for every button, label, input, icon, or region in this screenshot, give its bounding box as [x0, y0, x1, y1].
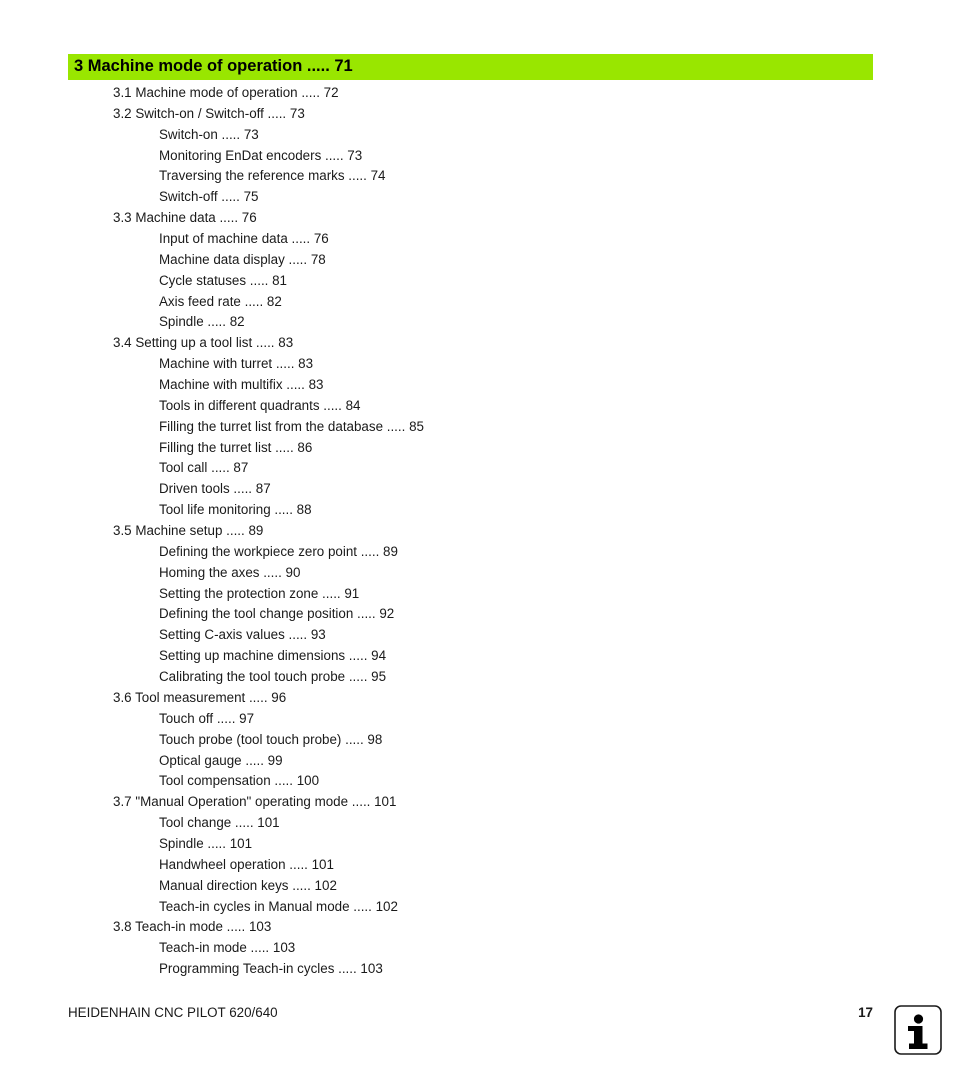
- toc-section-entry[interactable]: 3.5 Machine setup ..... 89: [113, 523, 264, 539]
- toc-subsection-entry[interactable]: Monitoring EnDat encoders ..... 73: [159, 147, 363, 163]
- toc-section-entry[interactable]: 3.8 Teach-in mode ..... 103: [113, 919, 272, 935]
- toc-subsection-entry[interactable]: Machine with turret ..... 83: [159, 356, 314, 372]
- toc-subsection-entry[interactable]: Handwheel operation ..... 101: [159, 856, 334, 872]
- toc-subsection-entry[interactable]: Defining the workpiece zero point ..... 89: [159, 543, 398, 559]
- toc-subsection-entry[interactable]: Machine data display ..... 78: [159, 251, 326, 267]
- toc-subsection-entry[interactable]: Programming Teach-in cycles ..... 103: [159, 961, 383, 977]
- toc-subsection-entry[interactable]: Spindle ..... 82: [159, 314, 245, 330]
- toc-subsection-entry[interactable]: Filling the turret list ..... 86: [159, 439, 313, 455]
- toc-subsection-entry[interactable]: Setting the protection zone ..... 91: [159, 585, 360, 601]
- toc-subsection-entry[interactable]: Tool call ..... 87: [159, 460, 249, 476]
- chapter-heading-bar[interactable]: [68, 54, 873, 80]
- toc-subsection-entry[interactable]: Axis feed rate ..... 82: [159, 293, 282, 309]
- toc-section-entry[interactable]: 3.2 Switch-on / Switch-off ..... 73: [113, 105, 305, 121]
- toc-subsection-entry[interactable]: Machine with multifix ..... 83: [159, 377, 324, 393]
- chapter-title: 3 Machine mode of operation ..... 71: [74, 57, 353, 75]
- toc-subsection-entry[interactable]: Teach-in mode ..... 103: [159, 940, 296, 956]
- toc-subsection-entry[interactable]: Input of machine data ..... 76: [159, 231, 329, 247]
- toc-subsection-entry[interactable]: Calibrating the tool touch probe ..... 95: [159, 669, 387, 685]
- toc-subsection-entry[interactable]: Tool change ..... 101: [159, 815, 280, 831]
- table-of-contents: [0, 83, 954, 980]
- toc-subsection-entry[interactable]: Cycle statuses ..... 81: [159, 272, 288, 288]
- toc-subsection-entry[interactable]: Optical gauge ..... 99: [159, 752, 283, 768]
- toc-subsection-entry[interactable]: Setting up machine dimensions ..... 94: [159, 648, 387, 664]
- toc-subsection-entry[interactable]: Switch-off ..... 75: [159, 189, 259, 205]
- toc-section-entry[interactable]: 3.7 "Manual Operation" operating mode ..... 101: [113, 794, 397, 810]
- toc-subsection-entry[interactable]: Spindle ..... 101: [159, 835, 253, 851]
- toc-subsection-entry[interactable]: Traversing the reference marks ..... 74: [159, 168, 386, 184]
- toc-subsection-entry[interactable]: Tool life monitoring ..... 88: [159, 502, 312, 518]
- toc-subsection-entry[interactable]: Tools in different quadrants ..... 84: [159, 397, 361, 413]
- toc-subsection-entry[interactable]: Filling the turret list from the database ..... 85: [159, 418, 424, 434]
- info-icon: [894, 1005, 942, 1055]
- toc-subsection-entry[interactable]: Homing the axes ..... 90: [159, 564, 301, 580]
- page-number: 17: [858, 1005, 873, 1020]
- toc-subsection-entry[interactable]: Teach-in cycles in Manual mode ..... 102: [159, 898, 398, 914]
- toc-subsection-entry[interactable]: Switch-on ..... 73: [159, 126, 259, 142]
- toc-subsection-entry[interactable]: Manual direction keys ..... 102: [159, 877, 337, 893]
- toc-section-entry[interactable]: 3.1 Machine mode of operation ..... 72: [113, 85, 339, 100]
- toc-subsection-entry[interactable]: Tool compensation ..... 100: [159, 773, 320, 789]
- toc-subsection-entry[interactable]: Defining the tool change position ..... 92: [159, 606, 395, 622]
- toc-subsection-entry[interactable]: Driven tools ..... 87: [159, 481, 271, 497]
- toc-section-entry[interactable]: 3.6 Tool measurement ..... 96: [113, 689, 287, 705]
- toc-subsection-entry[interactable]: Touch probe (tool touch probe) ..... 98: [159, 731, 383, 747]
- footer-product-name: HEIDENHAIN CNC PILOT 620/640: [68, 1005, 278, 1020]
- toc-subsection-entry[interactable]: Setting C-axis values ..... 93: [159, 627, 326, 643]
- toc-subsection-entry[interactable]: Touch off ..... 97: [159, 710, 255, 726]
- toc-section-entry[interactable]: 3.3 Machine data ..... 76: [113, 210, 257, 226]
- toc-section-entry[interactable]: 3.4 Setting up a tool list ..... 83: [113, 335, 294, 351]
